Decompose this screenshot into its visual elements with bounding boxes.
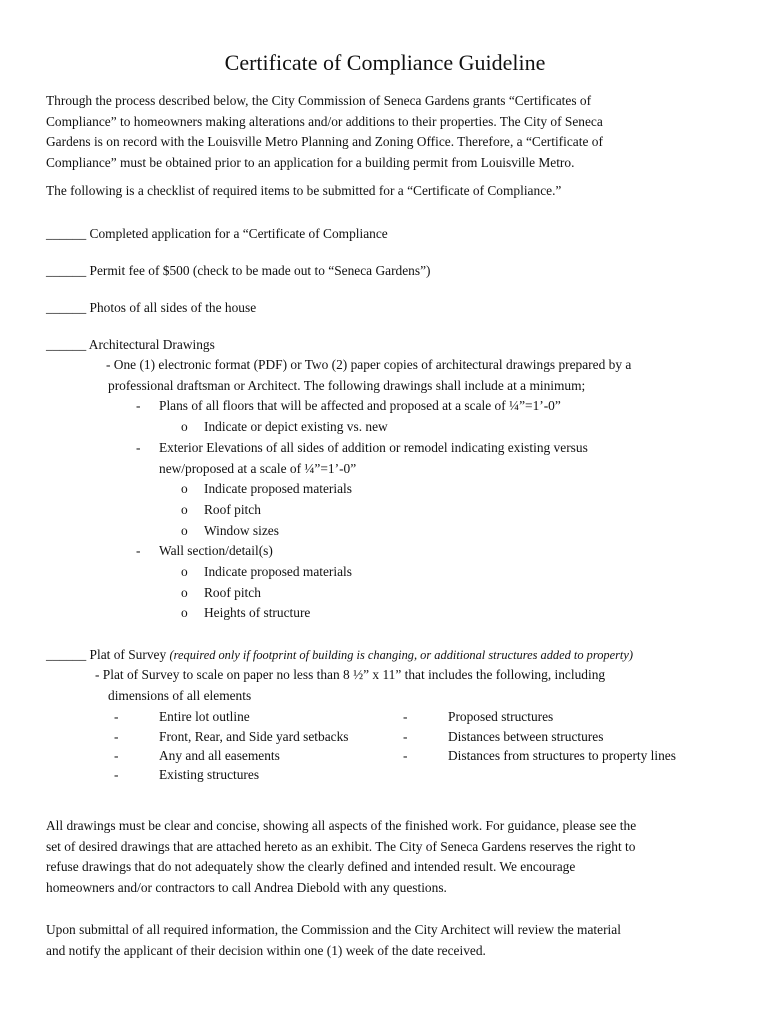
wall-sub-item: Roof pitch (204, 585, 261, 600)
item-label: Photos of all sides of the house (89, 300, 257, 315)
closing-line: All drawings must be clear and concise, showing all aspects of the finished work. For guidance, please see the (46, 818, 637, 833)
final-paragraph (46, 920, 726, 961)
blank-line: ______ (46, 226, 87, 241)
dash: - (403, 748, 408, 763)
item-label: Completed application for a “Certificate of Compliance (89, 226, 388, 241)
elevations-sub-item: Window sizes (204, 523, 279, 538)
dash: - (403, 729, 408, 744)
final-line: Upon submittal of all required information, the Commission and the City Architect will review the material (46, 922, 621, 937)
survey-left-item: Any and all easements (159, 748, 280, 763)
intro-line: Through the process described below, the City Commission of Seneca Gardens grants “Certificates of (46, 93, 592, 108)
intro-paragraph (46, 91, 726, 173)
dash: - (114, 729, 119, 744)
checklist-item-photos (46, 300, 256, 316)
bullet: o (181, 502, 188, 517)
wall-sub-item: Heights of structure (204, 605, 311, 620)
elevations-sub-item: Roof pitch (204, 502, 261, 517)
dash: - (114, 748, 119, 763)
survey-left-item: Entire lot outline (159, 709, 250, 724)
wall-section-requirement: Wall section/detail(s) (159, 543, 273, 558)
survey-left-item: Existing structures (159, 767, 260, 782)
elevations-requirement-line-1: Exterior Elevations of all sides of addition or remodel indicating existing versus (159, 440, 588, 455)
bullet: o (181, 481, 188, 496)
item-label: Permit fee of $500 (check to be made out to “Seneca Gardens”) (89, 263, 431, 278)
plans-requirement: Plans of all floors that will be affected and proposed at a scale of ¼”=1’-0” (159, 398, 561, 413)
survey-line-1: - Plat of Survey to scale on paper no less than 8 ½” x 11” that includes the following, including (95, 667, 606, 682)
survey-right-item: Distances between structures (448, 729, 604, 744)
elevations-sub-item: Indicate proposed materials (204, 481, 352, 496)
blank-line: ______ (46, 647, 87, 662)
dash: - (136, 440, 141, 455)
bullet: o (181, 523, 188, 538)
survey-note: (required only if footprint of building is changing, or additional structures added to property) (169, 648, 633, 662)
dash: - (403, 709, 408, 724)
checklist-item-application (46, 226, 388, 242)
dash: - (136, 543, 141, 558)
elevations-requirement-line-2: new/proposed at a scale of ¼”=1’-0” (159, 461, 357, 476)
survey-right-item: Proposed structures (448, 709, 554, 724)
closing-paragraph (46, 816, 726, 898)
survey-right-item: Distances from structures to property lines (448, 748, 676, 763)
checklist-item-drawings (46, 337, 215, 353)
bullet: o (181, 419, 188, 434)
plans-sub-item: Indicate or depict existing vs. new (204, 419, 388, 434)
dash: - (114, 709, 119, 724)
closing-line: set of desired drawings that are attached hereto as an exhibit. The City of Seneca Gardens reserves the right to (46, 838, 636, 854)
page-title: Certificate of Compliance Guideline (224, 50, 546, 75)
intro-line: Gardens is on record with the Louisville Metro Planning and Zoning Office. Therefore, a “Certificate of (46, 134, 603, 150)
item-label: Plat of Survey (89, 647, 167, 662)
survey-line-2: dimensions of all elements (108, 688, 252, 703)
intro-line: Compliance” must be obtained prior to an application for a building permit from Louisville Metro. (46, 154, 575, 170)
survey-left-item: Front, Rear, and Side yard setbacks (159, 729, 349, 744)
closing-line: refuse drawings that do not adequately show the clearly defined and intended result. We encourage (46, 859, 576, 875)
bullet: o (181, 605, 188, 620)
intro-line: Compliance” to homeowners making alterations and/or additions to their properties. The City of Seneca (46, 113, 603, 129)
checklist-item-fee (46, 263, 430, 279)
checklist-item-survey (46, 647, 633, 663)
blank-line: ______ (46, 300, 87, 315)
bullet: o (181, 585, 188, 600)
item-label: Architectural Drawings (88, 337, 215, 352)
dash: - (136, 398, 141, 413)
drawings-line-1: - One (1) electronic format (PDF) or Two (2) paper copies of architectural drawings prepared by a (106, 357, 632, 372)
final-line: and notify the applicant of their decision within one (1) week of the date received. (46, 942, 486, 958)
blank-line: ______ (46, 263, 87, 278)
bullet: o (181, 564, 188, 579)
wall-sub-item: Indicate proposed materials (204, 564, 352, 579)
blank-line: ______ (46, 337, 87, 352)
dash: - (114, 767, 119, 782)
checklist-intro: The following is a checklist of required items to be submitted for a “Certificate of Compliance.” (46, 183, 562, 198)
drawings-line-2: professional draftsman or Architect. The following drawings shall include at a minimum; (108, 378, 586, 393)
closing-line: homeowners and/or contractors to call Andrea Diebold with any questions. (46, 879, 447, 895)
